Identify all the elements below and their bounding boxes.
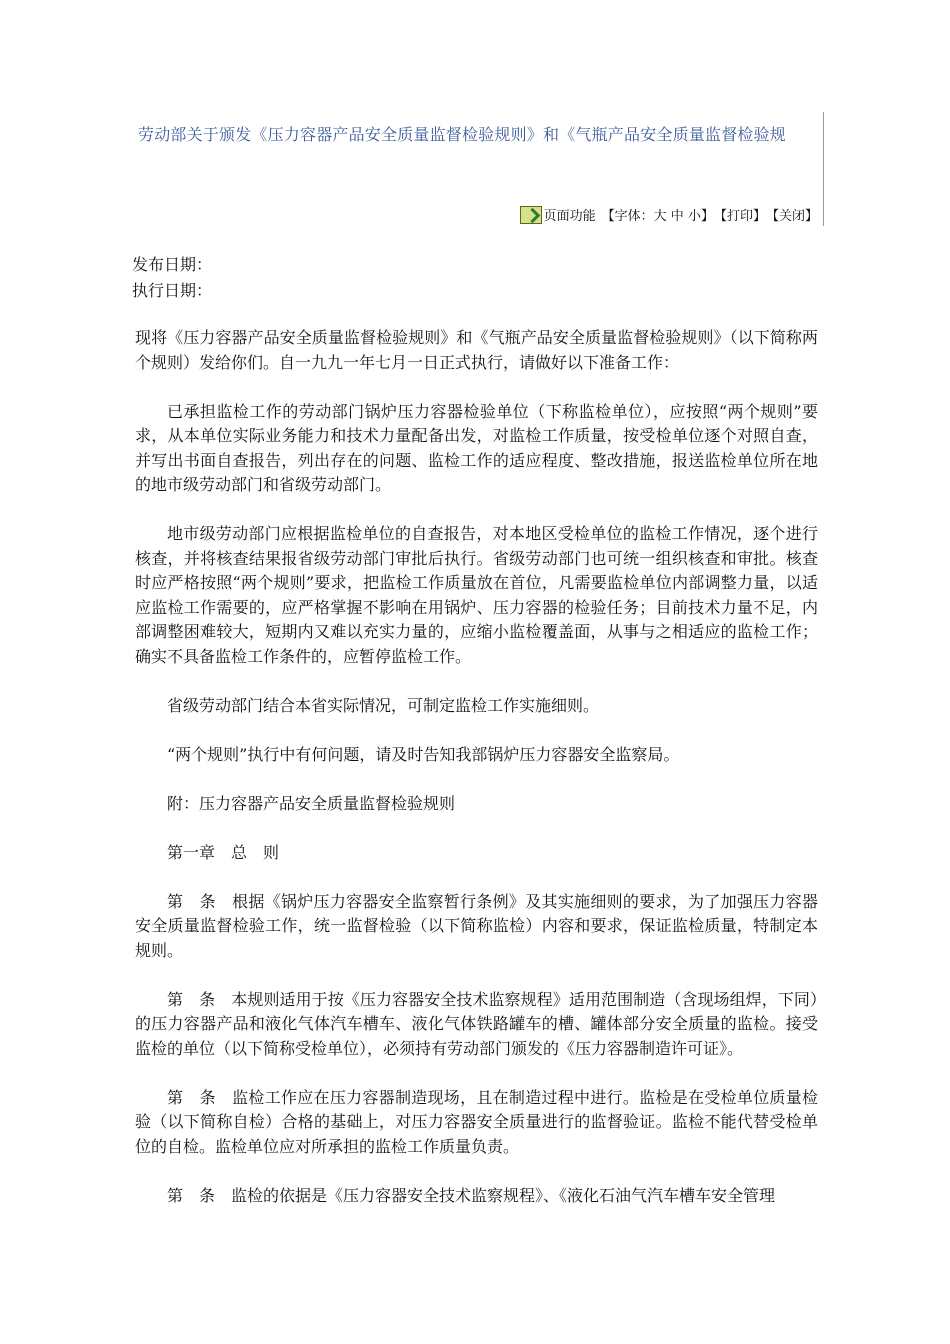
page-function-icon (520, 206, 542, 224)
article-3: 第 条 监检工作应在压力容器制造现场，且在制造过程中进行。监检是在受检单位质量检验（以下简称自检）合格的基础上，对压力容器安全质量进行的监督验证。监检不能代替受检单位的自检。监检单位应对所承担的监检工作质量负责。 (135, 1087, 818, 1156)
page-title: 劳动部关于颁发《压力容器产品安全质量监督检验规则》和《气瓶产品安全质量监督检验规 (138, 125, 787, 144)
attachment-line: 附：压力容器产品安全质量监督检验规则 (167, 793, 456, 813)
paragraph-1: 已承担监检工作的劳动部门锅炉压力容器检验单位（下称监检单位），应按照“两个规则”要求，从本单位实际业务能力和技术力量配备出发，对监检工作质量，按受检单位逐个对照自查，并写出书面自查报告，列出存在的问题、监检工作的适应程度、整改措施，报送监检单位所在地的地市级劳动部门和省级劳动部门。 (135, 401, 818, 494)
font-large-link[interactable]: 大 (653, 209, 667, 224)
divider (823, 112, 824, 226)
toolbar-label: 页面功能 (543, 209, 596, 224)
paragraph-3: 省级劳动部门结合本省实际情况，可制定监检工作实施细则。 (167, 695, 600, 715)
page-toolbar (520, 205, 818, 224)
font-size-prefix: 【字体： (601, 209, 654, 224)
article-4: 第 条 监检的依据是《压力容器安全技术监察规程》、《液化石油气汽车槽车安全管理 (167, 1185, 776, 1205)
article-body (135, 326, 818, 1233)
font-small-link[interactable]: 小】 (687, 209, 714, 224)
chapter-heading: 第一章 总 则 (167, 842, 280, 862)
font-medium-link[interactable]: 中 (670, 209, 684, 224)
article-1: 第 条 根据《锅炉压力容器安全监察暂行条例》及其实施细则的要求，为了加强压力容器安全质量监督检验工作，统一监督检验（以下简称监检）内容和要求，保证监检质量，特制定本规则。 (135, 891, 818, 960)
intro-paragraph: 现将《压力容器产品安全质量监督检验规则》和《气瓶产品安全质量监督检验规则》（以下简称两个规则）发给你们。自一九九一年七月一日正式执行，请做好以下准备工作： (135, 328, 818, 372)
publish-date-label: 发布日期： (132, 255, 213, 274)
paragraph-2: 地市级劳动部门应根据监检单位的自查报告，对本地区受检单位的监检工作情况，逐个进行核查，并将核查结果报省级劳动部门审批后执行。省级劳动部门也可统一组织核查和审批。核查时应严格按照“两个规则”要求，把监检工作质量放在首位，凡需要监检单位内部调整力量，以适应监检工作需要的，应严格掌握不影响在用锅炉、压力容器的检验任务；目前技术力量不足，内部调整困难较大，短期内又难以充实力量的，应缩小监检覆盖面，从事与之相适应的监检工作；确实不具备监检工作条件的，应暂停监检工作。 (135, 524, 818, 666)
paragraph-4: “两个规则”执行中有何问题，请及时告知我部锅炉压力容器安全监察局。 (167, 744, 680, 764)
date-info (132, 252, 212, 304)
close-link[interactable]: 【关闭】 (765, 209, 818, 224)
article-2: 第 条 本规则适用于按《压力容器安全技术监察规程》适用范围制造（含现场组焊，下同）的压力容器产品和液化气体汽车槽车、液化气体铁路罐车的槽、罐体部分安全质量的监检。接受监检的单位（以下简称受检单位），必须持有劳动部门颁发的《压力容器制造许可证》。 (135, 989, 818, 1058)
print-link[interactable]: 【打印】 (713, 209, 766, 224)
effective-date-label: 执行日期： (132, 281, 213, 300)
